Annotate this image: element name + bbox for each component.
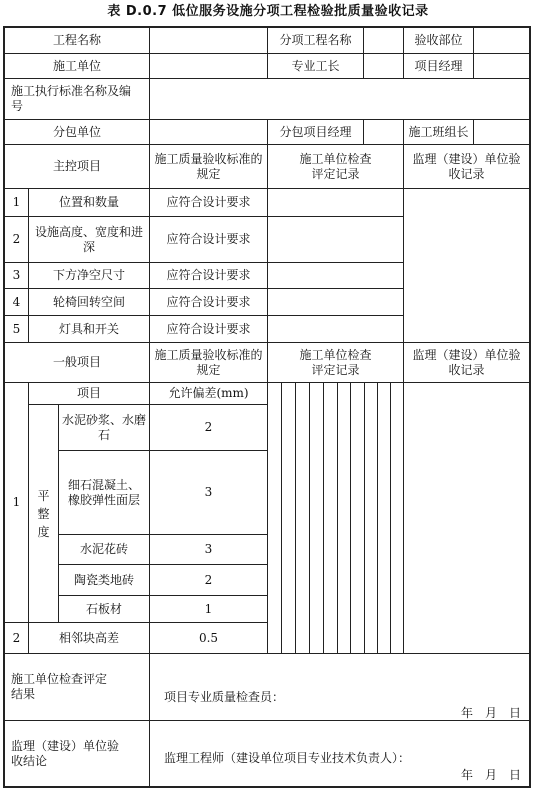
check-result-label: 施工单位检查评定结果 [5, 654, 150, 721]
main-supervise-header: 监理（建设）单位验收记录 [404, 145, 529, 189]
acceptance-part-field[interactable] [474, 28, 529, 54]
main-item-no: 1 [5, 189, 29, 217]
acceptance-part-label: 验收部位 [404, 28, 474, 54]
main-item-name: 轮椅回转空间 [29, 289, 150, 316]
main-item-check[interactable] [268, 316, 404, 343]
subcontract-manager-label: 分包项目经理 [268, 120, 364, 145]
subcontract-manager-field[interactable] [364, 120, 404, 145]
subitem-name-field[interactable] [364, 28, 404, 54]
grid-line [309, 383, 310, 653]
inspector-label: 项目专业质量检查员： [164, 690, 285, 704]
flatness-row-value: 1 [150, 596, 268, 623]
flatness-row-name: 细石混凝土、橡胶弹性面层 [59, 451, 150, 535]
main-item-check[interactable] [268, 289, 404, 316]
main-item-req: 应符合设计要求 [150, 289, 268, 316]
grid-line [377, 383, 378, 653]
check-result-field[interactable] [150, 654, 529, 721]
construction-unit-label: 施工单位 [5, 54, 150, 79]
flatness-label: 平整度 [29, 405, 59, 623]
foreman-label: 专业工长 [268, 54, 364, 79]
main-supervise-field[interactable] [404, 189, 529, 343]
main-item-name: 位置和数量 [29, 189, 150, 217]
grid-line [364, 383, 365, 653]
standard-field[interactable] [150, 79, 529, 120]
main-item-req: 应符合设计要求 [150, 189, 268, 217]
main-item-no: 5 [5, 316, 29, 343]
subcontractor-label: 分包单位 [5, 120, 150, 145]
general-check-header: 施工单位检查评定记录 [268, 343, 404, 383]
flatness-row-value: 3 [150, 535, 268, 565]
standard-label: 施工执行标准名称及编号 [5, 79, 150, 120]
main-control-heading: 主控项目 [5, 145, 150, 189]
date-label: 年 月 日 [460, 706, 521, 720]
main-item-check[interactable] [268, 189, 404, 217]
flatness-row-name: 石板材 [59, 596, 150, 623]
grid-line [337, 383, 338, 653]
general-heading: 一般项目 [5, 343, 150, 383]
general-supervise-header: 监理（建设）单位验收记录 [404, 343, 529, 383]
foreman-field[interactable] [364, 54, 404, 79]
general-supervise-field[interactable] [404, 383, 529, 654]
main-spec-header: 施工质量验收标准的规定 [150, 145, 268, 189]
date-label: 年 月 日 [460, 768, 521, 782]
subcontractor-field[interactable] [150, 120, 268, 145]
main-item-req: 应符合设计要求 [150, 316, 268, 343]
project-name-label: 工程名称 [5, 28, 150, 54]
flatness-row-value: 3 [150, 451, 268, 535]
adjacent-diff-name: 相邻块高差 [29, 623, 150, 654]
general-spec-header: 施工质量验收标准的规定 [150, 343, 268, 383]
grid-line [390, 383, 391, 653]
grid-line [295, 383, 296, 653]
general-check-grid[interactable] [268, 383, 404, 654]
adjacent-diff-value: 0.5 [150, 623, 268, 654]
flatness-row-name: 陶瓷类地砖 [59, 565, 150, 596]
main-item-no: 4 [5, 289, 29, 316]
project-manager-label: 项目经理 [404, 54, 474, 79]
general-item-no: 2 [5, 623, 29, 654]
conclusion-field[interactable] [150, 721, 529, 786]
main-check-header: 施工单位检查评定记录 [268, 145, 404, 189]
construction-unit-field[interactable] [150, 54, 268, 79]
project-name-field[interactable] [150, 28, 268, 54]
project-manager-field[interactable] [474, 54, 529, 79]
flatness-row-name: 水泥砂浆、水磨石 [59, 405, 150, 451]
page-title: 表 D.0.7 低位服务设施分项工程检验批质量验收记录 [107, 4, 429, 19]
main-item-name: 下方净空尺寸 [29, 263, 150, 289]
subitem-name-label: 分项工程名称 [268, 28, 364, 54]
general-item-col-header: 项目 [29, 383, 150, 405]
general-item-no: 1 [5, 383, 29, 623]
team-leader-label: 施工班组长 [404, 120, 474, 145]
inspection-record-table [3, 26, 531, 788]
flatness-row-name: 水泥花砖 [59, 535, 150, 565]
main-item-no: 2 [5, 217, 29, 263]
main-item-name: 灯具和开关 [29, 316, 150, 343]
main-item-req: 应符合设计要求 [150, 217, 268, 263]
flatness-row-value: 2 [150, 565, 268, 596]
team-leader-field[interactable] [474, 120, 529, 145]
conclusion-label: 监理（建设）单位验收结论 [5, 721, 150, 786]
main-item-check[interactable] [268, 217, 404, 263]
main-item-name: 设施高度、宽度和进深 [29, 217, 150, 263]
main-item-no: 3 [5, 263, 29, 289]
grid-line [323, 383, 324, 653]
grid-line [350, 383, 351, 653]
main-item-check[interactable] [268, 263, 404, 289]
engineer-label: 监理工程师（建设单位项目专业技术负责人）： [164, 751, 411, 765]
grid-line [281, 383, 282, 653]
tolerance-col-header: 允许偏差(mm) [150, 383, 268, 405]
main-item-req: 应符合设计要求 [150, 263, 268, 289]
flatness-row-value: 2 [150, 405, 268, 451]
